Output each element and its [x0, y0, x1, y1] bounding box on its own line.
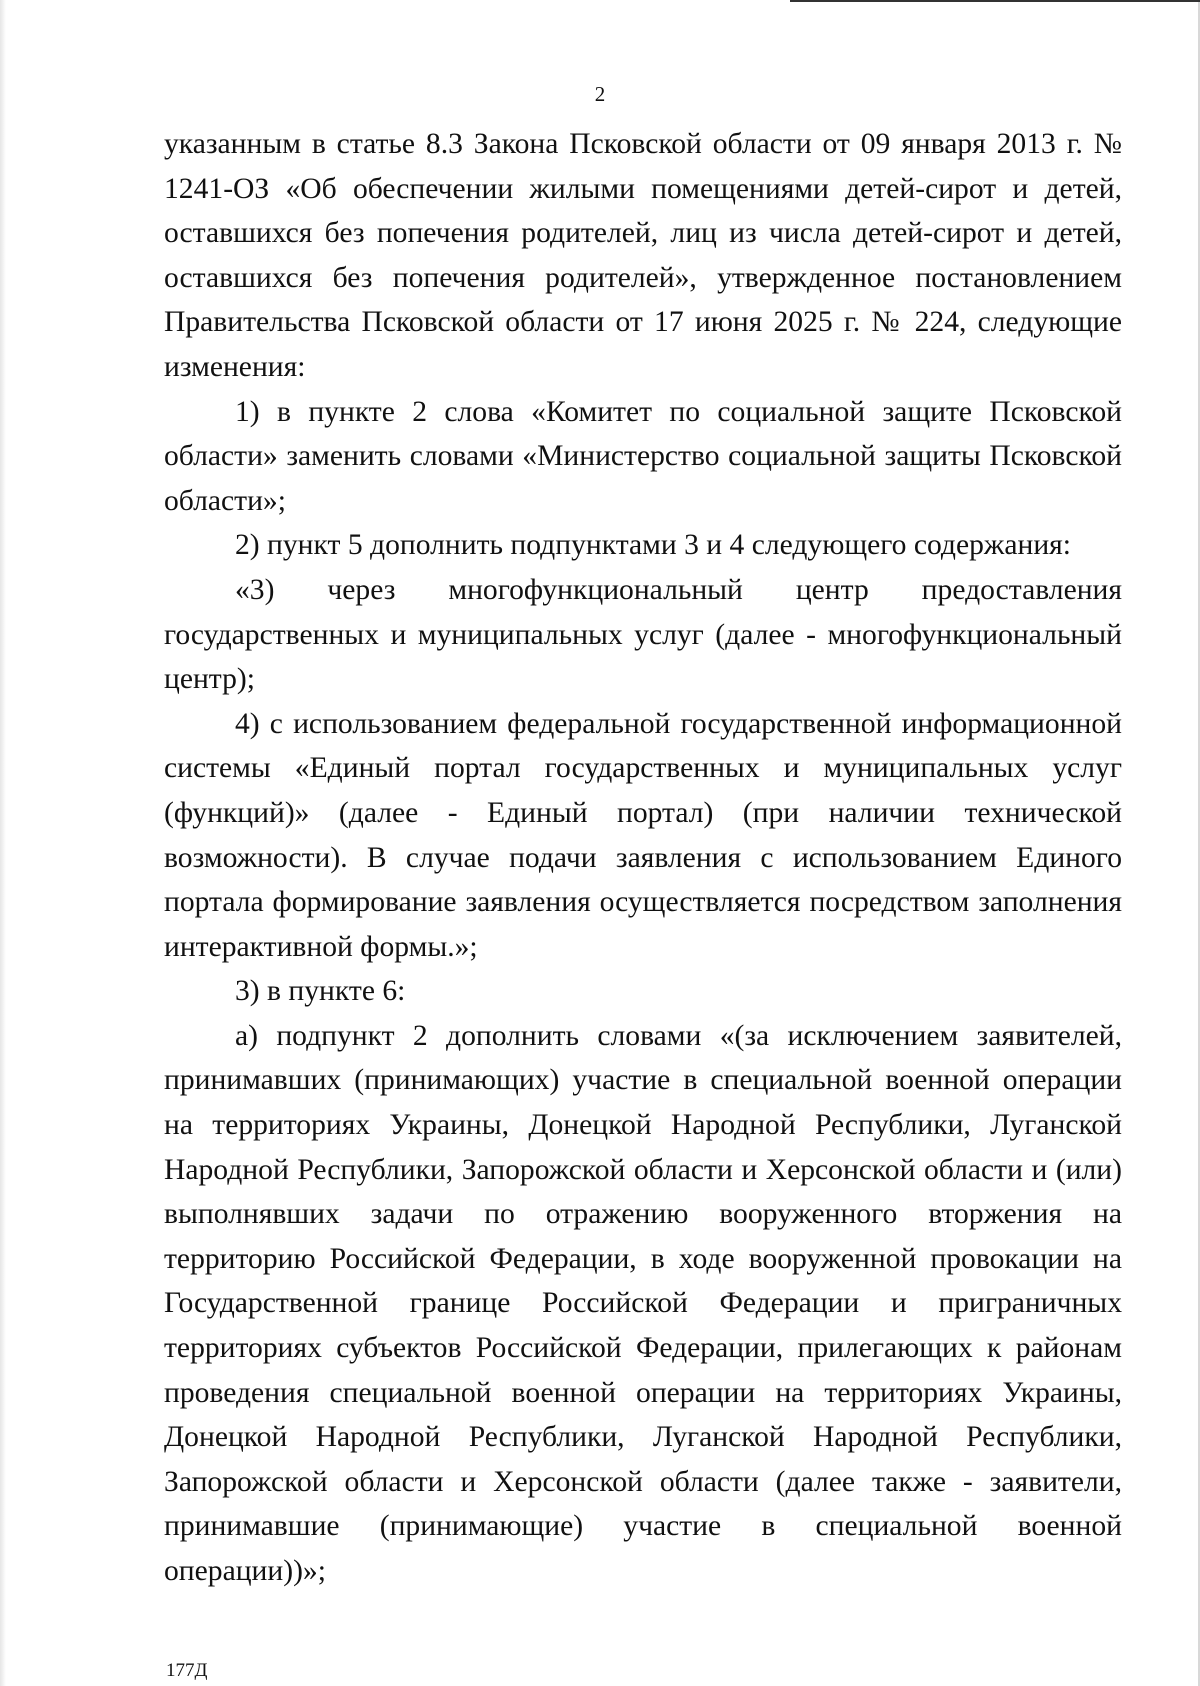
paragraph-subitem-a: а) подпункт 2 дополнить словами «(за исключением заявителей, принимавших (принимающих) участие в специальной военной операции на территориях Украины, Донецкой Народной Республики, Луганской Народной Республики, Запорожской области и Херсонской области и (или) выполнявших задачи по отражению вооруженного вторжения на территорию Российской Федерации, в ходе вооруженной провокации на Государственной границе Российской Федерации и приграничных территориях субъектов Российской Федерации, прилегающих к районам проведения специальной военной операции на территориях Украины, Донецкой Народной Республики, Луганской Народной Республики, Запорожской области и Херсонской области (далее также - заявители, принимавшие (принимающие) участие в специальной военной операции))»;: [164, 1019, 1122, 1587]
paragraph-item-1: 1) в пункте 2 слова «Комитет по социальной защите Псковской области» заменить словами «Министерство социальной защиты Псковской области»;: [164, 395, 1122, 517]
footer-document-code: 177Д: [166, 1660, 208, 1681]
scan-edge-left: [0, 0, 6, 1686]
paragraph-intro: указанным в статье 8.3 Закона Псковской области от 09 января 2013 г. № 1241-ОЗ «Об обеспечении жилыми помещениями детей-сирот и детей, оставшихся без попечения родителей, лиц из числа детей-сирот и детей, оставшихся без попечения родителей», утвержденное постановлением Правительства Псковской области от 17 июня 2025 г. № 224, следующие изменения:: [164, 128, 1122, 383]
paragraph-subitem-4: 4) с использованием федеральной государственной информационной системы «Единый портал государственных и муниципальных услуг (функций)» (далее - Единый портал) (при наличии технической возможности). В случае подачи заявления с использованием Единого портала формирование заявления осуществляется посредством заполнения интерактивной формы.»;: [164, 707, 1122, 963]
paragraph-item-2: 2) пункт 5 дополнить подпунктами 3 и 4 следующего содержания:: [235, 529, 1072, 562]
page-number: 2: [594, 82, 606, 106]
document-body: [164, 122, 1122, 1594]
paragraph-item-3: 3) в пункте 6:: [235, 975, 406, 1008]
paragraph-subitem-3: «3) через многофункциональный центр предоставления государственных и муниципальных услуг (далее - многофункциональный центр);: [164, 573, 1122, 696]
top-rule-line: [790, 0, 1200, 2]
